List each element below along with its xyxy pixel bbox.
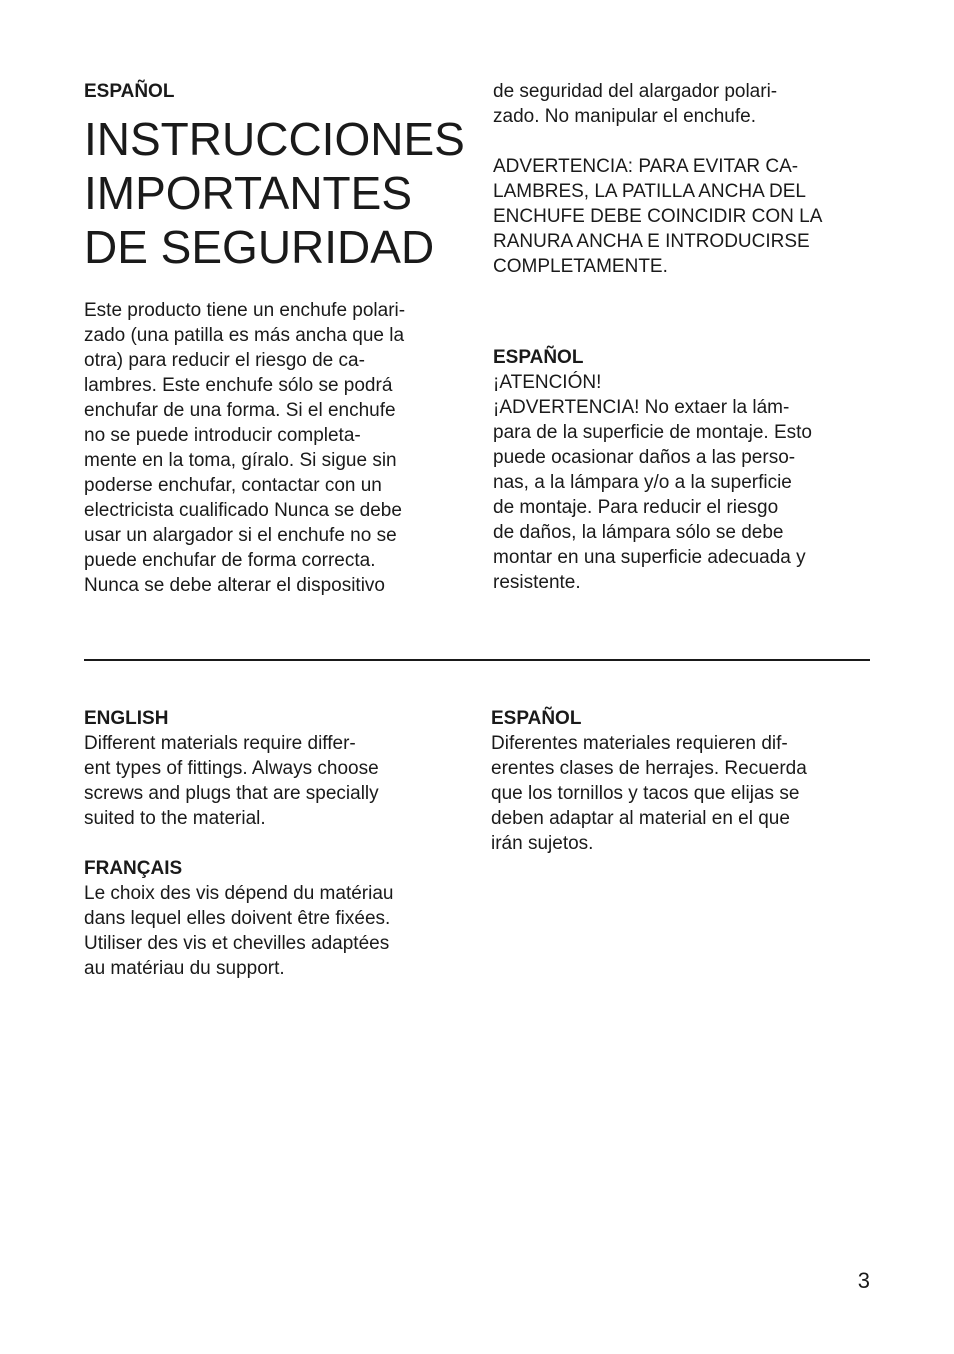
francais-fittings-text: Le choix des vis dépend du matériau dans lequel elles doivent être fixées. Utiliser des vis et chevilles adaptées au matériau du support. [84,883,394,979]
section-divider [84,659,870,661]
english-fittings-text: Different materials require differ- ent types of fittings. Always choose screws and plugs that are specially suited to the material. [84,733,379,829]
shock-warning-paragraph: ADVERTENCIA: PARA EVITAR CA- LAMBRES, LA PATILLA ANCHA DEL ENCHUFE DEBE COINCIDIR CON LA RANURA ANCHA E INTRODUCIRSE COMPLETAMENTE. [493,156,823,277]
bottom-left-column [84,706,474,981]
polarized-plug-paragraph: Este producto tiene un enchufe polari- zado (una patilla es más ancha que la otra) para reducir el riesgo de ca- lambres. Este enchufe sólo se podrá enchufar de una forma. Si el enchufe no se puede introducir completa- mente en la toma, gíralo. Si sigue sin poderse enchufar, contactar con un electricista cualificado Nunca se debe usar un alargador si el enchufe no se puede enchufar de forma correcta. Nunca se debe alterar el dispositivo [84,300,406,596]
top-left-column [84,79,474,598]
language-heading-espanol-warning: ESPAÑOL [493,347,584,368]
attention-line: ¡ATENCIÓN! [493,372,602,393]
language-heading-espanol: ESPAÑOL [84,81,175,102]
language-heading-francais: FRANÇAIS [84,858,183,879]
polarized-plug-continuation: de seguridad del alargador polari- zado. No manipular el enchufe. [493,81,778,127]
top-right-column [493,79,883,595]
bottom-right-column [491,706,881,856]
mounting-warning-paragraph: ¡ADVERTENCIA! No extaer la lám- para de la superficie de montaje. Esto puede ocasionar daños a las perso- nas, a la lámpara y/o a la superficie de montaje. Para reducir el riesgo de daños, la lámpara sólo se debe montar en una superficie adecuada y resistente. [493,397,812,593]
page-number: 3 [857,1268,870,1293]
page-title: INSTRUCCIONES IMPORTANTES DE SEGURIDAD [84,113,465,273]
language-heading-espanol-fittings: ESPAÑOL [491,708,582,729]
espanol-fittings-text: Diferentes materiales requieren dif- erentes clases de herrajes. Recuerda que los tornillos y tacos que elijas se deben adaptar al material en el que irán sujetos. [491,733,807,854]
language-heading-english: ENGLISH [84,708,169,729]
